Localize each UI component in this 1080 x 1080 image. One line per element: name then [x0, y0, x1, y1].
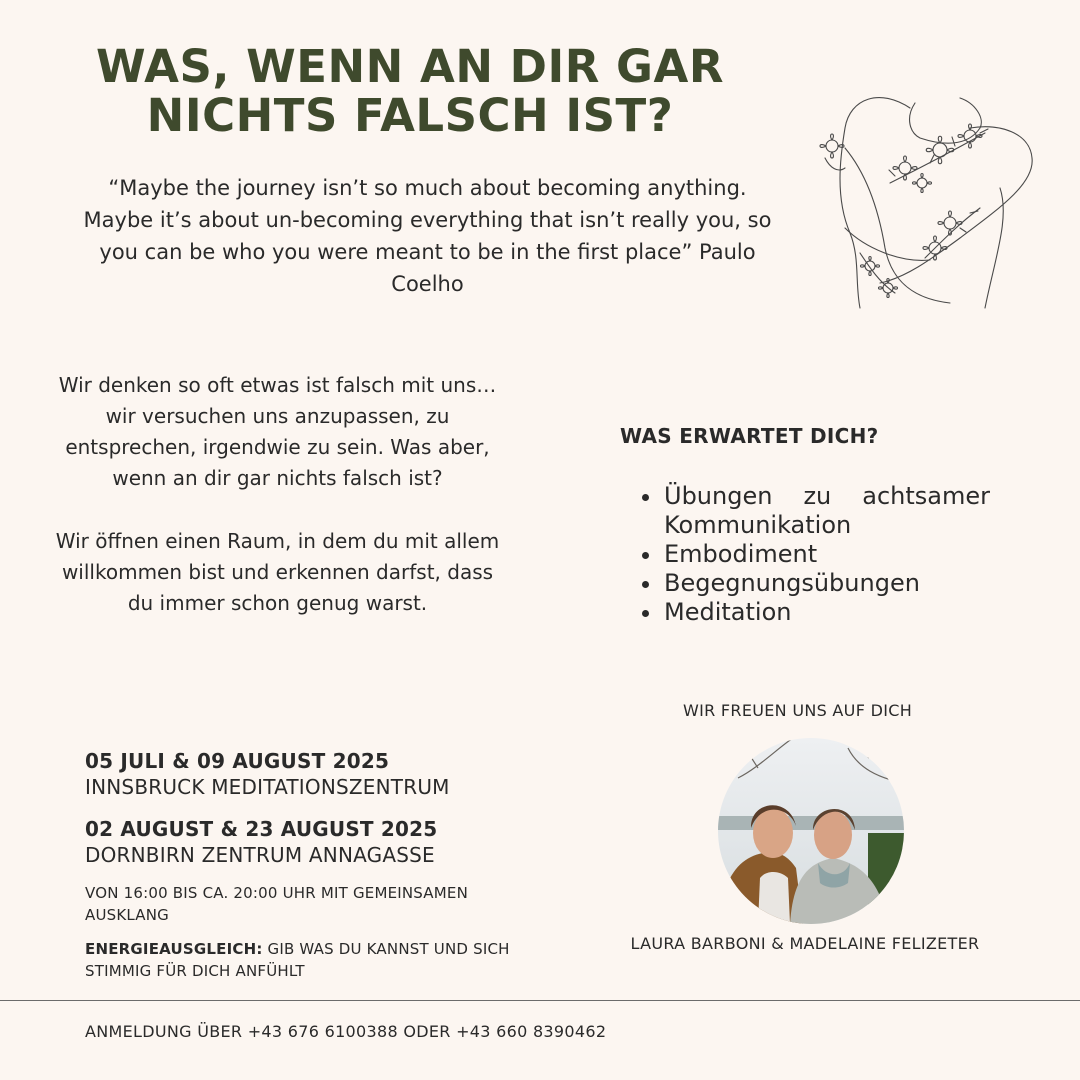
energy-exchange: [85, 938, 525, 982]
host-names: LAURA BARBONI & MADELAINE FELIZETER: [630, 934, 980, 953]
expect-list: [640, 482, 990, 627]
expect-heading: WAS ERWARTET DICH?: [620, 424, 879, 448]
hugging-woman-line-art-icon: [810, 88, 1045, 313]
list-item: Begegnungsübungen: [640, 569, 990, 598]
list-item: Übungen zu achtsamer Kommunikation: [640, 482, 990, 540]
energy-text: GIB WAS DU KANNST UND SICH STIMMIG FÜR DICH ANFÜHLT: [85, 940, 510, 980]
event-innsbruck: [85, 748, 450, 800]
two-women-portrait-icon: [718, 738, 904, 924]
page-title: [60, 42, 760, 140]
intro-paragraph-1: Wir denken so oft etwas ist falsch mit uns… wir versuchen uns anzupassen, zu entsprechen, irgendwie zu sein. Was aber, wenn an dir gar nichts falsch ist?: [58, 373, 497, 490]
list-item: Embodiment: [640, 540, 990, 569]
title-line-1: WAS, WENN AN DIR GAR: [96, 40, 724, 93]
intro-paragraph-2: Wir öffnen einen Raum, in dem du mit allem willkommen bist und erkennen darfst, dass du immer schon genug warst.: [55, 529, 500, 615]
event-date: 02 AUGUST & 23 AUGUST 2025: [85, 817, 438, 841]
divider: [0, 1000, 1080, 1001]
event-place: INNSBRUCK MEDITATIONSZENTRUM: [85, 775, 450, 799]
greeting: WIR FREUEN UNS AUF DICH: [682, 701, 913, 720]
energy-label: ENERGIEAUSGLEICH:: [85, 940, 263, 958]
quote-text: “Maybe the journey isn’t so much about becoming anything. Maybe it’s about un-becoming everything that isn’t really you, so you can be who you were meant to be in the first place” Paulo Coelho: [83, 176, 772, 296]
event-place: DORNBIRN ZENTRUM ANNAGASSE: [85, 843, 435, 867]
title-line-2: NICHTS FALSCH IST?: [146, 89, 674, 142]
list-item: Meditation: [640, 598, 990, 627]
event-date: 05 JULI & 09 AUGUST 2025: [85, 749, 390, 773]
time-note: VON 16:00 BIS CA. 20:00 UHR MIT GEMEINSAMEN AUSKLANG: [85, 884, 469, 924]
team-photo: [718, 738, 904, 924]
event-dornbirn: [85, 816, 437, 868]
intro-text: [55, 370, 500, 651]
registration-info: ANMELDUNG ÜBER +43 676 6100388 ODER +43 660 8390462: [85, 1022, 607, 1041]
